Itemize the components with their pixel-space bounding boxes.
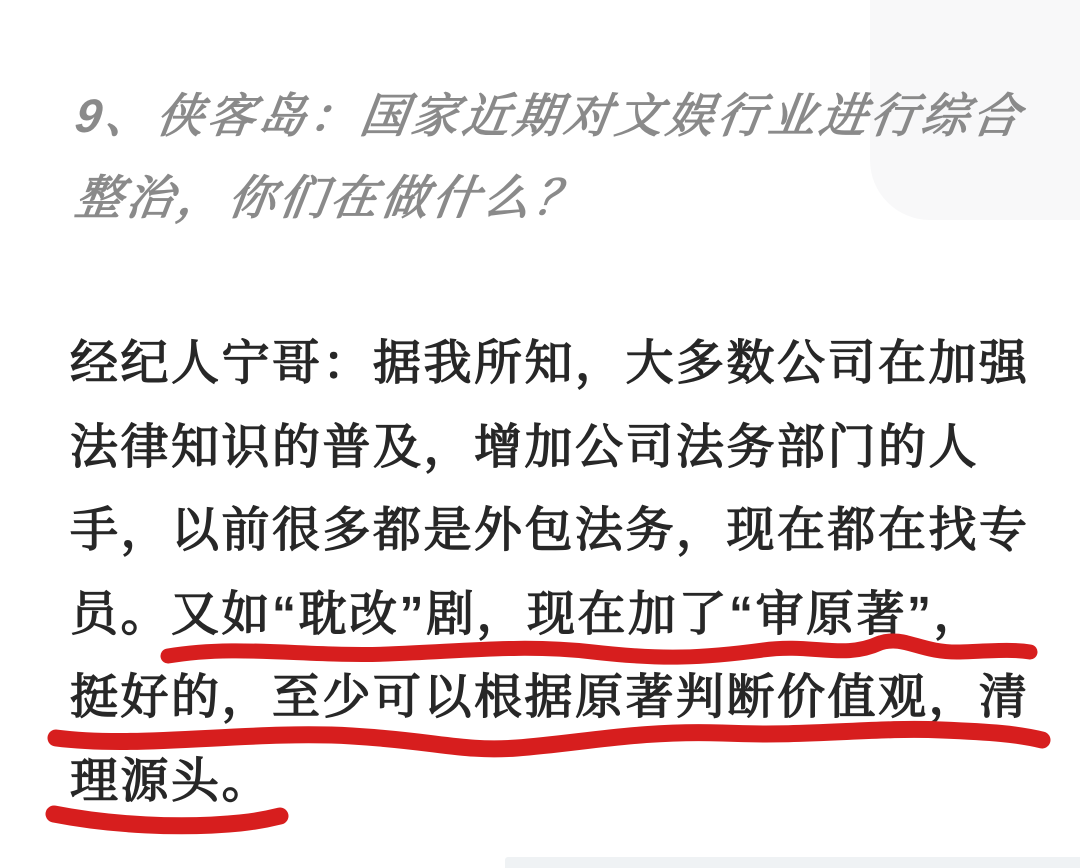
answer-paragraph <box>70 322 1070 823</box>
question-heading <box>70 75 1060 239</box>
next-image-top-edge <box>505 857 1080 868</box>
answer-line-3: 手，以前很多都是外包法务，现在都在找专 <box>70 504 1030 557</box>
answer-line-2: 法律知识的普及，增加公司法务部门的人 <box>70 420 980 474</box>
answer-line-1: 经纪人宁哥：据我所知，大多数公司在加强 <box>70 337 1030 390</box>
answer-line-5: 挺好的，至少可以根据原著判断价值观，清 <box>70 671 1030 724</box>
answer-line-4: 员。又如“耽改”剧，现在加了“审原著”， <box>70 587 985 641</box>
question-line-1: 9、侠客岛：国家近期对文娱行业进行综合 <box>72 89 1028 142</box>
question-line-2: 整治，你们在做什么？ <box>72 171 590 224</box>
answer-line-6: 理源头。 <box>70 754 273 808</box>
